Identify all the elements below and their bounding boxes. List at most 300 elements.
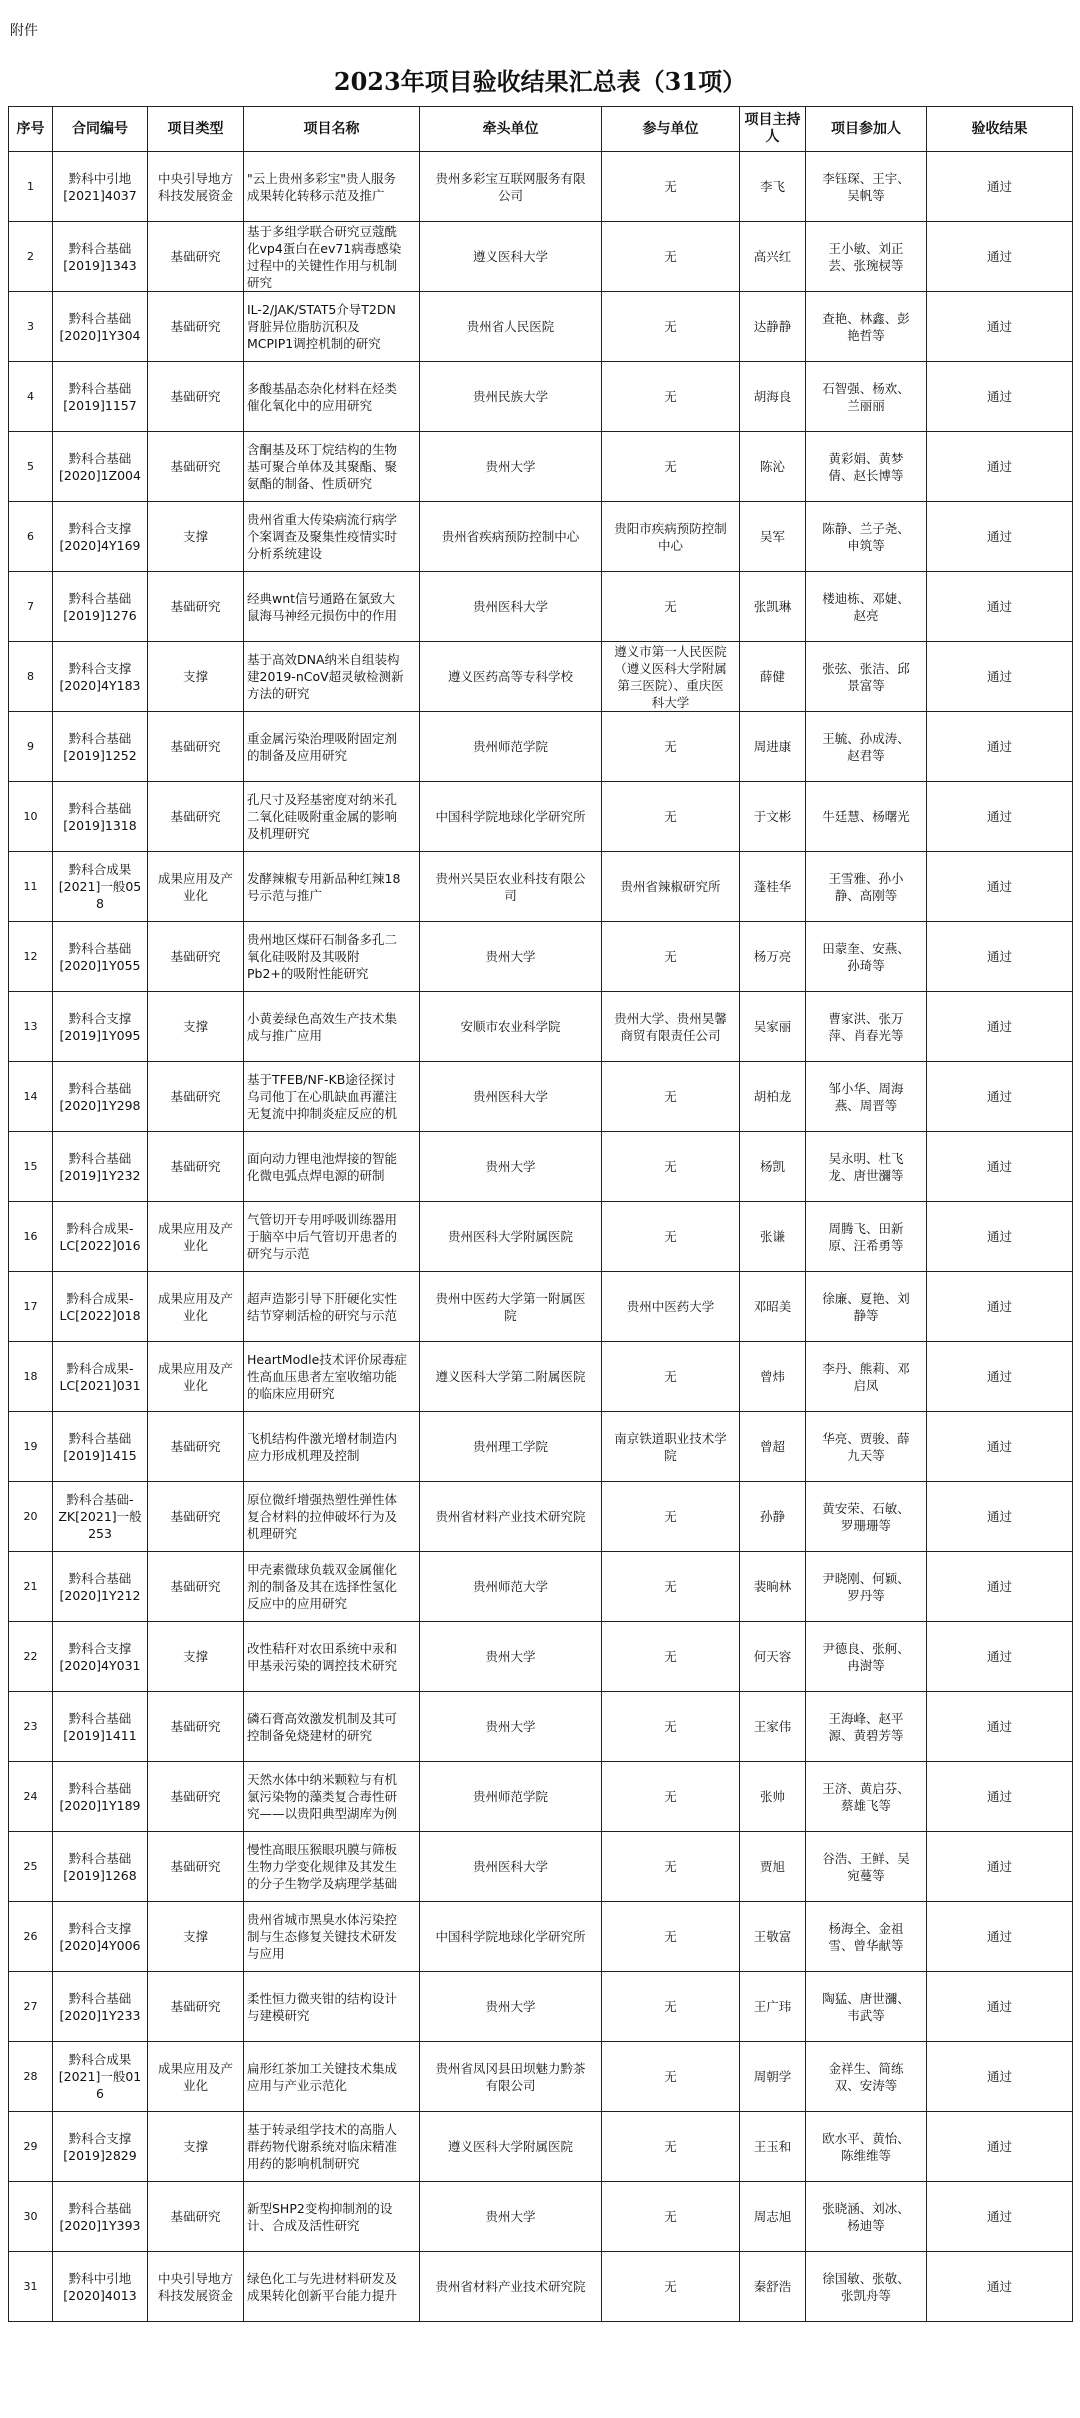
header-participants: 项目参加人 [806,107,927,152]
cell-project-leader: 李飞 [740,152,806,222]
cell-participating-unit: 南京铁道职业技术学 院 [602,1412,740,1482]
cell-participating-unit: 无 [602,922,740,992]
cell-project-name: HeartModle技术评价尿毒症 性高血压患者左室收缩功能 的临床应用研究 [244,1342,420,1412]
cell-result: 通过 [927,2252,1073,2322]
cell-participating-unit: 无 [602,2042,740,2112]
cell-project-name: 经典wnt信号通路在氯致大 鼠海马神经元损伤中的作用 [244,572,420,642]
cell-row-index: 14 [9,1062,53,1132]
cell-participants: 王海峰、赵平 源、黄碧芳等 [806,1692,927,1762]
cell-result: 通过 [927,712,1073,782]
cell-project-type: 支撑 [148,992,244,1062]
cell-project-leader: 达静静 [740,292,806,362]
cell-contract-no: 黔科合基础 [2020]1Y233 [53,1972,148,2042]
cell-project-name: 原位微纤增强热塑性弹性体 复合材料的拉伸破坏行为及 机理研究 [244,1482,420,1552]
cell-lead-unit: 贵州省疾病预防控制中心 [420,502,602,572]
cell-contract-no: 黔科合基础 [2020]1Y393 [53,2182,148,2252]
cell-result: 通过 [927,1552,1073,1622]
cell-row-index: 17 [9,1272,53,1342]
cell-participants: 金祥生、简练 双、安涛等 [806,2042,927,2112]
cell-project-name: 孔尺寸及羟基密度对纳米孔 二氧化硅吸附重金属的影响 及机理研究 [244,782,420,852]
cell-result: 通过 [927,432,1073,502]
table-row [9,292,1073,362]
cell-project-leader: 贾旭 [740,1832,806,1902]
cell-project-leader: 高兴红 [740,222,806,292]
cell-participants: 石智强、杨欢、 兰丽丽 [806,362,927,432]
header-contract-no: 合同编号 [53,107,148,152]
cell-lead-unit: 贵州兴昊臣农业科技有限公 司 [420,852,602,922]
cell-result: 通过 [927,1132,1073,1202]
cell-project-name: "云上贵州多彩宝"贵人服务 成果转化转移示范及推广 [244,152,420,222]
cell-row-index: 20 [9,1482,53,1552]
cell-project-type: 基础研究 [148,1552,244,1622]
cell-participants: 邹小华、周海 燕、周晋等 [806,1062,927,1132]
cell-contract-no: 黔科合基础 [2020]1Y304 [53,292,148,362]
cell-project-leader: 胡柏龙 [740,1062,806,1132]
cell-participating-unit: 无 [602,1482,740,1552]
cell-participants: 李丹、熊莉、邓 启凤 [806,1342,927,1412]
table-row [9,152,1073,222]
cell-result: 通过 [927,852,1073,922]
cell-project-leader: 孙静 [740,1482,806,1552]
cell-project-name: 磷石膏高效激发机制及其可 控制备免烧建材的研究 [244,1692,420,1762]
cell-participating-unit: 贵州省辣椒研究所 [602,852,740,922]
cell-project-leader: 邓昭美 [740,1272,806,1342]
cell-participants: 田蒙奎、安燕、 孙琦等 [806,922,927,992]
table-row [9,782,1073,852]
cell-result: 通过 [927,2112,1073,2182]
cell-row-index: 3 [9,292,53,362]
cell-participating-unit: 无 [602,152,740,222]
table-row [9,1762,1073,1832]
cell-participating-unit: 无 [602,1902,740,1972]
cell-participating-unit: 遵义市第一人民医院 （遵义医科大学附属 第三医院）、重庆医 科大学 [602,642,740,712]
header-result: 验收结果 [927,107,1073,152]
cell-contract-no: 黔科合成果 [2021]一般016 [53,2042,148,2112]
cell-row-index: 11 [9,852,53,922]
table-row [9,992,1073,1062]
table-row [9,642,1073,712]
cell-lead-unit: 遵义医药高等专科学校 [420,642,602,712]
cell-contract-no: 黔科合基础 [2020]1Y189 [53,1762,148,1832]
cell-project-leader: 于文彬 [740,782,806,852]
table-row [9,1622,1073,1692]
cell-participating-unit: 无 [602,1202,740,1272]
cell-project-type: 基础研究 [148,1832,244,1902]
cell-participating-unit: 无 [602,292,740,362]
cell-project-leader: 周朝学 [740,2042,806,2112]
cell-row-index: 8 [9,642,53,712]
cell-project-type: 中央引导地方 科技发展资金 [148,152,244,222]
cell-result: 通过 [927,2182,1073,2252]
cell-project-type: 基础研究 [148,1692,244,1762]
table-row [9,1902,1073,1972]
cell-project-name: 基于TFEB/NF-KB途径探讨 乌司他丁在心肌缺血再灌注 无复流中抑制炎症反应的机 [244,1062,420,1132]
cell-row-index: 2 [9,222,53,292]
cell-participants: 李钰琛、王宇、 吴帆等 [806,152,927,222]
cell-project-leader: 周志旭 [740,2182,806,2252]
table-row [9,1132,1073,1202]
cell-project-name: 贵州省重大传染病流行病学 个案调查及聚集性疫情实时 分析系统建设 [244,502,420,572]
cell-row-index: 22 [9,1622,53,1692]
cell-project-name: 甲壳素微球负载双金属催化 剂的制备及其在选择性氢化 反应中的应用研究 [244,1552,420,1622]
cell-project-leader: 张谦 [740,1202,806,1272]
cell-project-leader: 吴军 [740,502,806,572]
cell-project-type: 基础研究 [148,362,244,432]
cell-project-type: 成果应用及产 业化 [148,1342,244,1412]
cell-row-index: 16 [9,1202,53,1272]
header-participating-unit: 参与单位 [602,107,740,152]
cell-participants: 黄彩娟、黄梦 倩、赵长博等 [806,432,927,502]
cell-project-type: 基础研究 [148,712,244,782]
cell-participants: 陈静、兰子尧、 申筑等 [806,502,927,572]
cell-project-name: 贵州省城市黑臭水体污染控 制与生态修复关键技术研发 与应用 [244,1902,420,1972]
cell-row-index: 5 [9,432,53,502]
cell-contract-no: 黔科合成果- LC[2022]018 [53,1272,148,1342]
cell-result: 通过 [927,1412,1073,1482]
cell-project-name: 多酸基晶态杂化材料在烃类 催化氧化中的应用研究 [244,362,420,432]
cell-participating-unit: 无 [602,2112,740,2182]
cell-result: 通过 [927,782,1073,852]
cell-project-leader: 裴晌林 [740,1552,806,1622]
cell-project-leader: 吴家丽 [740,992,806,1062]
cell-row-index: 28 [9,2042,53,2112]
cell-result: 通过 [927,572,1073,642]
table-row [9,1342,1073,1412]
cell-result: 通过 [927,152,1073,222]
cell-result: 通过 [927,1622,1073,1692]
table-row [9,1972,1073,2042]
cell-lead-unit: 贵州大学 [420,1692,602,1762]
cell-project-name: IL-2/JAK/STAT5介导T2DN 肾脏异位脂肪沉积及 MCPIP1调控机制的研究 [244,292,420,362]
cell-project-type: 基础研究 [148,1412,244,1482]
cell-project-leader: 周进康 [740,712,806,782]
cell-participating-unit: 贵州中医药大学 [602,1272,740,1342]
cell-participants: 牛廷慧、杨曙光 [806,782,927,852]
cell-row-index: 21 [9,1552,53,1622]
cell-lead-unit: 遵义医科大学 [420,222,602,292]
header-index: 序号 [9,107,53,152]
cell-project-name: 飞机结构件激光增材制造内 应力形成机理及控制 [244,1412,420,1482]
cell-project-type: 基础研究 [148,782,244,852]
cell-project-name: 慢性高眼压猴眼巩膜与筛板 生物力学变化规律及其发生 的分子生物学及病理学基础 [244,1832,420,1902]
cell-project-leader: 曾超 [740,1412,806,1482]
cell-participants: 查艳、林鑫、彭 艳哲等 [806,292,927,362]
cell-lead-unit: 贵州大学 [420,1972,602,2042]
cell-result: 通过 [927,1972,1073,2042]
cell-project-name: 改性秸秆对农田系统中汞和 甲基汞污染的调控技术研究 [244,1622,420,1692]
cell-project-name: 新型SHP2变构抑制剂的设 计、合成及活性研究 [244,2182,420,2252]
table-row [9,1272,1073,1342]
cell-participating-unit: 无 [602,1832,740,1902]
cell-participants: 陶猛、唐世瀰、 韦武等 [806,1972,927,2042]
cell-contract-no: 黔科合支撑 [2020]4Y183 [53,642,148,712]
cell-lead-unit: 遵义医科大学第二附属医院 [420,1342,602,1412]
table-row [9,1482,1073,1552]
cell-result: 通过 [927,292,1073,362]
cell-project-name: 基于多组学联合研究豆蔻酰 化vp4蛋白在ev71病毒感染 过程中的关键性作用与机制 研究 [244,222,420,292]
cell-row-index: 15 [9,1132,53,1202]
cell-row-index: 4 [9,362,53,432]
cell-lead-unit: 贵州理工学院 [420,1412,602,1482]
cell-project-type: 基础研究 [148,1482,244,1552]
cell-participants: 王雪雅、孙小 静、高刚等 [806,852,927,922]
cell-result: 通过 [927,1832,1073,1902]
cell-row-index: 25 [9,1832,53,1902]
cell-lead-unit: 安顺市农业科学院 [420,992,602,1062]
cell-lead-unit: 遵义医科大学附属医院 [420,2112,602,2182]
cell-lead-unit: 贵州医科大学附属医院 [420,1202,602,1272]
cell-lead-unit: 中国科学院地球化学研究所 [420,1902,602,1972]
cell-participants: 楼迪栋、邓婕、 赵亮 [806,572,927,642]
cell-lead-unit: 贵州大学 [420,2182,602,2252]
cell-project-leader: 杨万亮 [740,922,806,992]
cell-project-name: 发酵辣椒专用新品种红辣18 号示范与推广 [244,852,420,922]
cell-lead-unit: 贵州师范学院 [420,1762,602,1832]
cell-participating-unit: 无 [602,712,740,782]
cell-participants: 尹晓刚、何颖、 罗丹等 [806,1552,927,1622]
cell-project-name: 含酮基及环丁烷结构的生物 基可聚合单体及其聚酯、聚 氨酯的制备、性质研究 [244,432,420,502]
cell-participants: 王毓、孙成涛、 赵君等 [806,712,927,782]
cell-lead-unit: 贵州民族大学 [420,362,602,432]
cell-project-name: 柔性恒力微夹钳的结构设计 与建模研究 [244,1972,420,2042]
page-title: 2023年项目验收结果汇总表（31项） [333,67,747,96]
cell-contract-no: 黔科合基础 [2019]1268 [53,1832,148,1902]
cell-project-leader: 秦舒浩 [740,2252,806,2322]
cell-project-type: 基础研究 [148,1132,244,1202]
cell-contract-no: 黔科合基础 [2019]1Y232 [53,1132,148,1202]
table-row [9,2182,1073,2252]
cell-lead-unit: 贵州师范大学 [420,1552,602,1622]
cell-project-leader: 蓬桂华 [740,852,806,922]
cell-result: 通过 [927,1692,1073,1762]
cell-lead-unit: 贵州医科大学 [420,572,602,642]
cell-project-leader: 曾炜 [740,1342,806,1412]
cell-project-type: 基础研究 [148,2182,244,2252]
cell-project-type: 成果应用及产 业化 [148,2042,244,2112]
cell-project-name: 面向动力锂电池焊接的智能 化微电弧点焊电源的研制 [244,1132,420,1202]
cell-participating-unit: 无 [602,2182,740,2252]
table-row [9,362,1073,432]
cell-project-name: 基于高效DNA纳米自组装构 建2019-nCoV超灵敏检测新 方法的研究 [244,642,420,712]
cell-participating-unit: 无 [602,1622,740,1692]
cell-lead-unit: 贵州省凤冈县田坝魅力黔茶 有限公司 [420,2042,602,2112]
cell-project-type: 基础研究 [148,1062,244,1132]
cell-row-index: 19 [9,1412,53,1482]
cell-project-name: 基于转录组学技术的高脂人 群药物代谢系统对临床精准 用药的影响机制研究 [244,2112,420,2182]
cell-result: 通过 [927,1272,1073,1342]
cell-project-leader: 陈沁 [740,432,806,502]
cell-project-leader: 何天容 [740,1622,806,1692]
cell-result: 通过 [927,2042,1073,2112]
cell-participants: 欧水平、黄怡、 陈维维等 [806,2112,927,2182]
table-row [9,922,1073,992]
cell-result: 通过 [927,1762,1073,1832]
cell-participants: 谷浩、王鲜、吴 宛蔓等 [806,1832,927,1902]
cell-participating-unit: 无 [602,1692,740,1762]
cell-result: 通过 [927,222,1073,292]
cell-contract-no: 黔科合支撑 [2020]4Y169 [53,502,148,572]
cell-project-type: 基础研究 [148,432,244,502]
cell-lead-unit: 贵州多彩宝互联网服务有限 公司 [420,152,602,222]
table-header-row [9,107,1073,152]
cell-row-index: 9 [9,712,53,782]
cell-participants: 曹家洪、张万 萍、肖春光等 [806,992,927,1062]
header-lead-unit: 牵头单位 [420,107,602,152]
cell-participants: 王济、黄启芬、 蔡雄飞等 [806,1762,927,1832]
cell-result: 通过 [927,992,1073,1062]
cell-project-leader: 胡海良 [740,362,806,432]
table-row [9,852,1073,922]
cell-project-name: 气管切开专用呼吸训练器用 于脑卒中后气管切开患者的 研究与示范 [244,1202,420,1272]
cell-participating-unit: 无 [602,222,740,292]
cell-contract-no: 黔科合支撑 [2019]2829 [53,2112,148,2182]
cell-participating-unit: 无 [602,1972,740,2042]
cell-contract-no: 黔科合支撑 [2020]4Y031 [53,1622,148,1692]
cell-row-index: 13 [9,992,53,1062]
cell-project-type: 支撑 [148,1902,244,1972]
table-row [9,572,1073,642]
cell-participating-unit: 无 [602,1342,740,1412]
cell-project-type: 成果应用及产 业化 [148,852,244,922]
cell-result: 通过 [927,922,1073,992]
cell-contract-no: 黔科合基础 [2019]1415 [53,1412,148,1482]
cell-row-index: 23 [9,1692,53,1762]
cell-participating-unit: 无 [602,1552,740,1622]
cell-project-leader: 薛健 [740,642,806,712]
cell-row-index: 6 [9,502,53,572]
table-row [9,222,1073,292]
cell-contract-no: 黔科合成果- LC[2021]031 [53,1342,148,1412]
cell-contract-no: 黔科合成果- LC[2022]016 [53,1202,148,1272]
table-row [9,2042,1073,2112]
cell-participants: 吴永明、杜飞 龙、唐世瀰等 [806,1132,927,1202]
cell-row-index: 30 [9,2182,53,2252]
cell-project-name: 天然水体中纳米颗粒与有机 氯污染物的藻类复合毒性研 究——以贵阳典型湖库为例 [244,1762,420,1832]
cell-result: 通过 [927,642,1073,712]
cell-project-type: 基础研究 [148,222,244,292]
cell-lead-unit: 贵州大学 [420,1622,602,1692]
cell-project-type: 成果应用及产 业化 [148,1272,244,1342]
cell-participating-unit: 无 [602,1762,740,1832]
cell-row-index: 7 [9,572,53,642]
cell-result: 通过 [927,362,1073,432]
cell-project-name: 重金属污染治理吸附固定剂 的制备及应用研究 [244,712,420,782]
cell-participating-unit: 无 [602,572,740,642]
cell-lead-unit: 贵州师范学院 [420,712,602,782]
cell-participants: 黄安荣、石敏、 罗珊珊等 [806,1482,927,1552]
cell-project-leader: 张帅 [740,1762,806,1832]
cell-project-type: 基础研究 [148,1972,244,2042]
cell-lead-unit: 贵州省材料产业技术研究院 [420,2252,602,2322]
cell-lead-unit: 贵州医科大学 [420,1062,602,1132]
cell-project-leader: 王玉和 [740,2112,806,2182]
cell-contract-no: 黔科中引地 [2021]4037 [53,152,148,222]
cell-project-type: 支撑 [148,2112,244,2182]
table-row [9,432,1073,502]
cell-row-index: 10 [9,782,53,852]
cell-lead-unit: 贵州大学 [420,1132,602,1202]
header-project-name: 项目名称 [244,107,420,152]
cell-project-name: 贵州地区煤矸石制备多孔二 氧化硅吸附及其吸附 Pb2+的吸附性能研究 [244,922,420,992]
cell-project-type: 基础研究 [148,1762,244,1832]
header-project-type: 项目类型 [148,107,244,152]
cell-contract-no: 黔科合基础 [2020]1Y298 [53,1062,148,1132]
cell-participating-unit: 无 [602,2252,740,2322]
cell-contract-no: 黔科合支撑 [2019]1Y095 [53,992,148,1062]
cell-contract-no: 黔科合基础 [2020]1Z004 [53,432,148,502]
cell-project-type: 基础研究 [148,292,244,362]
cell-participating-unit: 无 [602,362,740,432]
cell-row-index: 18 [9,1342,53,1412]
cell-project-leader: 张凯琳 [740,572,806,642]
cell-lead-unit: 贵州省材料产业技术研究院 [420,1482,602,1552]
cell-contract-no: 黔科合成果 [2021]一般058 [53,852,148,922]
cell-result: 通过 [927,1342,1073,1412]
cell-participating-unit: 贵州大学、贵州昊馨 商贸有限责任公司 [602,992,740,1062]
cell-lead-unit: 中国科学院地球化学研究所 [420,782,602,852]
table-row [9,2252,1073,2322]
cell-participants: 尹德良、张舸、 冉澍等 [806,1622,927,1692]
table-row [9,1692,1073,1762]
cell-participants: 徐廉、夏艳、刘 静等 [806,1272,927,1342]
cell-contract-no: 黔科合支撑 [2020]4Y006 [53,1902,148,1972]
cell-row-index: 31 [9,2252,53,2322]
header-project-leader: 项目主持人 [740,107,806,152]
table-row [9,712,1073,782]
table-row [9,1832,1073,1902]
cell-participants: 王小敏、刘正 芸、张琬棂等 [806,222,927,292]
cell-result: 通过 [927,1482,1073,1552]
cell-project-leader: 杨凯 [740,1132,806,1202]
results-table [8,106,1073,2322]
table-body [9,152,1073,2322]
attachment-label: 附件 [10,23,38,39]
cell-project-leader: 王家伟 [740,1692,806,1762]
cell-participants: 张晓涵、刘冰、 杨迪等 [806,2182,927,2252]
cell-participating-unit: 贵阳市疾病预防控制 中心 [602,502,740,572]
cell-participants: 杨海全、金祖 雪、曾华献等 [806,1902,927,1972]
cell-participating-unit: 无 [602,1132,740,1202]
table-row [9,1412,1073,1482]
cell-contract-no: 黔科合基础 [2019]1252 [53,712,148,782]
cell-row-index: 26 [9,1902,53,1972]
cell-row-index: 12 [9,922,53,992]
cell-project-type: 支撑 [148,642,244,712]
cell-project-leader: 王敬富 [740,1902,806,1972]
cell-project-name: 扁形红茶加工关键技术集成 应用与产业示范化 [244,2042,420,2112]
cell-project-name: 绿色化工与先进材料研发及 成果转化创新平台能力提升 [244,2252,420,2322]
cell-participating-unit: 无 [602,432,740,502]
cell-project-type: 支撑 [148,502,244,572]
cell-result: 通过 [927,502,1073,572]
cell-project-name: 小黄姜绿色高效生产技术集 成与推广应用 [244,992,420,1062]
cell-lead-unit: 贵州大学 [420,432,602,502]
cell-row-index: 29 [9,2112,53,2182]
cell-project-type: 基础研究 [148,922,244,992]
cell-lead-unit: 贵州医科大学 [420,1832,602,1902]
cell-contract-no: 黔科合基础 [2019]1157 [53,362,148,432]
cell-participants: 张弦、张洁、邱 景富等 [806,642,927,712]
cell-result: 通过 [927,1062,1073,1132]
cell-contract-no: 黔科合基础 [2019]1318 [53,782,148,852]
cell-contract-no: 黔科合基础 [2020]1Y055 [53,922,148,992]
cell-project-type: 基础研究 [148,572,244,642]
table-row [9,502,1073,572]
cell-result: 通过 [927,1902,1073,1972]
cell-contract-no: 黔科合基础 [2019]1276 [53,572,148,642]
table-row [9,1552,1073,1622]
table-row [9,1062,1073,1132]
